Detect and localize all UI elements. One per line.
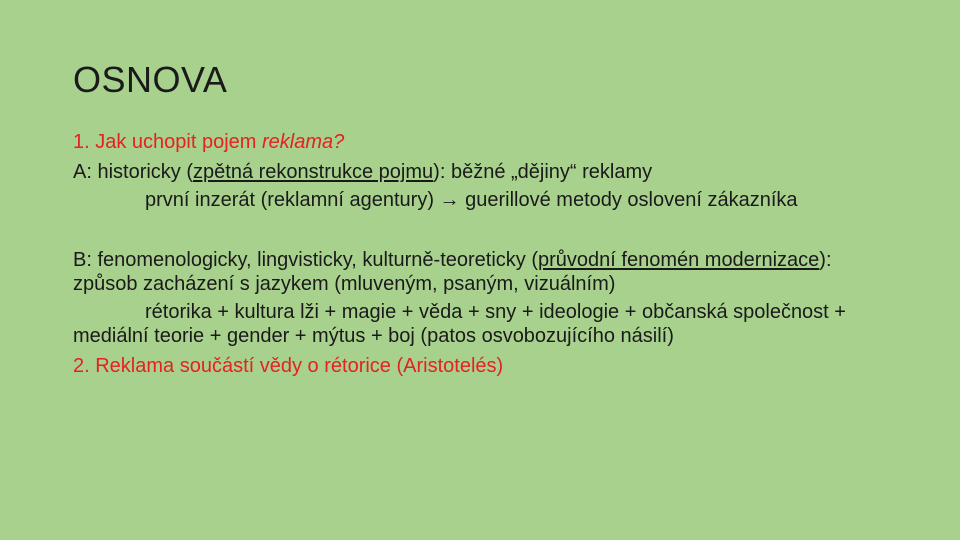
- line-a-detail-text: první inzerát (reklamní agentury) → guerillové metody oslovení zákazníka: [145, 189, 798, 211]
- line-b: [73, 248, 873, 296]
- line-a-detail: [73, 188, 873, 212]
- line-b-rest: ): způsob zacházení s jazykem (mluveným, psaným, vizuálním): [73, 249, 832, 295]
- line-b-underlined: průvodní fenomén modernizace: [538, 249, 820, 271]
- item-1-italic: reklama?: [262, 131, 345, 153]
- slide-title: OSNOVA: [73, 59, 228, 100]
- line-b-detail: [73, 300, 873, 348]
- outline-item-1: [73, 130, 873, 154]
- outline-item-2: 2. Reklama součástí vědy o rétorice (Aristotelés): [73, 355, 504, 377]
- item-1-prefix: 1. Jak uchopit pojem: [73, 131, 262, 153]
- line-b-lead: B: fenomenologicky, lingvisticky, kulturně-teoreticky (: [73, 249, 538, 271]
- spacer: [73, 218, 873, 248]
- line-a-lead: A: historicky (: [73, 161, 194, 183]
- line-a-underlined: zpětná rekonstrukce pojmu: [193, 161, 434, 183]
- line-b-detail-text: rétorika + kultura lži + magie + věda + sny + ideologie + občanská společnost + mediální teorie + gender + mýtus + boj (patos osvobozujícího násilí): [73, 301, 846, 347]
- slide-body: [73, 130, 873, 384]
- line-a: [73, 160, 873, 184]
- line-a-rest: ): běžné „dějiny“ reklamy: [433, 161, 653, 183]
